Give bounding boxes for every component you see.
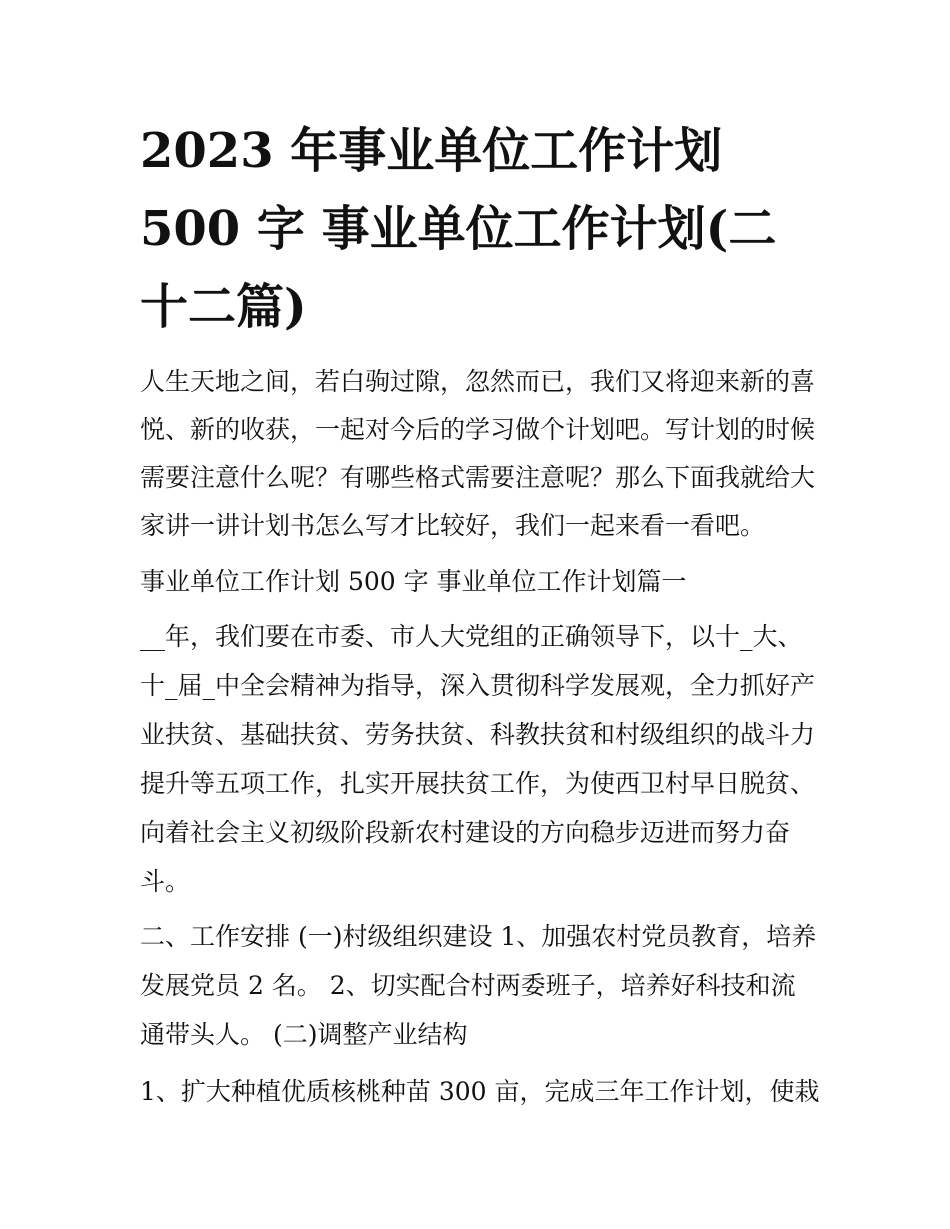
body-paragraph-3: 1、扩大种植优质核桃种苗 300 亩，完成三年工作计划，使栽 <box>140 1077 820 1106</box>
body-paragraph-2: 二、工作安排 (一)村级组织建设 1、加强农村党员教育，培养发展党员 2 名。 2、切实配合村两委班子，培养好科技和流通带头人。 (二)调整产业结构 <box>140 922 817 1049</box>
body-paragraph-1: __年，我们要在市委、市人大党组的正确领导下，以十_大、十_届_中全会精神为指导，深入贯彻科学发展观，全力抓好产业扶贫、基础扶贫、劳务扶贫、科教扶贫和村级组织的战斗力提升等五项工作，扎实开展扶贫工作，为使西卫村早日脱贫、向着社会主义初级阶段新农村建设的方向稳步迈进而努力奋斗。 <box>140 622 816 896</box>
intro-paragraph: 人生天地之间，若白驹过隙，忽然而已，我们又将迎来新的喜悦、新的收获，一起对今后的学习做个计划吧。写计划的时候需要注意什么呢？有哪些格式需要注意呢？那么下面我就给大家讲一讲计划书怎么写才比较好，我们一起来看一看吧。 <box>140 367 816 540</box>
section-heading: 事业单位工作计划 500 字 事业单位工作计划篇一 <box>140 567 687 596</box>
page-title: 2023 年事业单位工作计划 500 字 事业单位工作计划(二十二篇) <box>140 123 777 335</box>
